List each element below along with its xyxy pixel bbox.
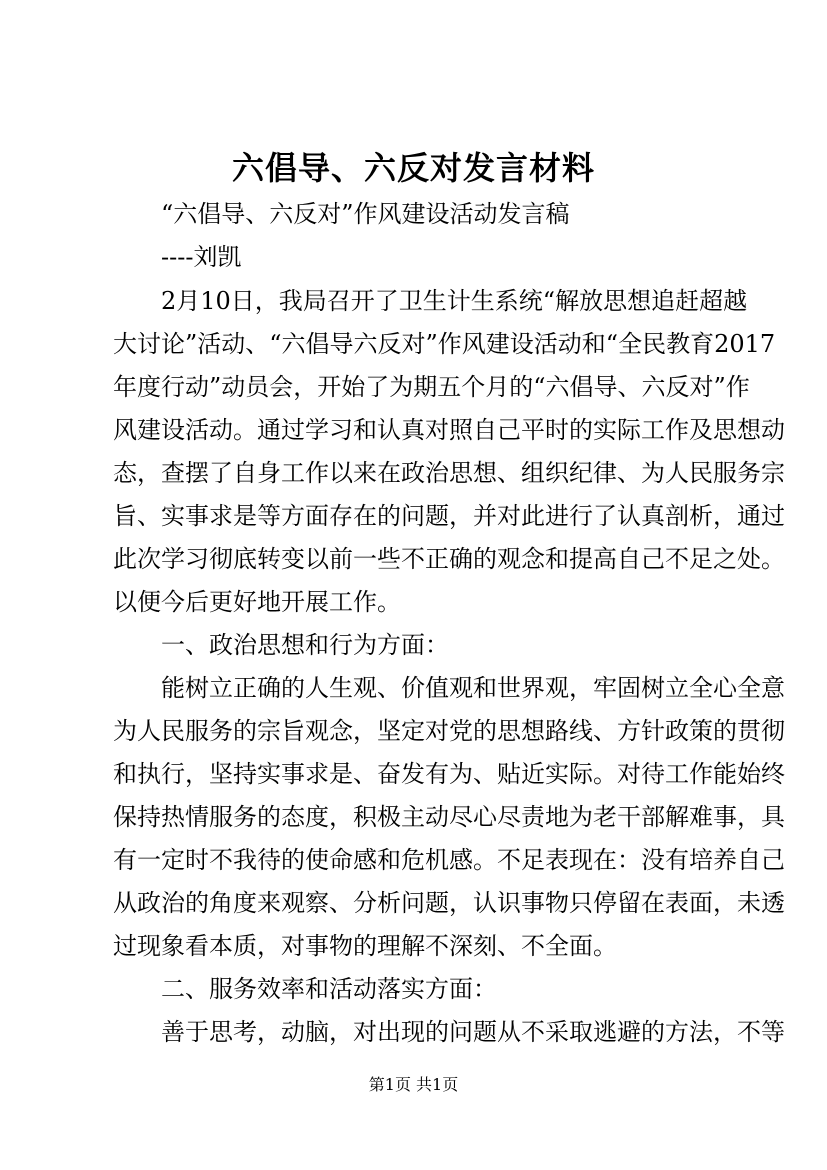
document-title: 六倡导、六反对发言材料 xyxy=(231,149,595,187)
body-line: 过现象看本质，对事物的理解不深刻、不全面。 xyxy=(113,932,617,960)
document-author: ----刘凯 xyxy=(161,243,242,271)
page-footer: 第1页 共1页 xyxy=(368,1075,459,1094)
body-line: 二、服务效率和活动落实方面： xyxy=(161,975,497,1003)
body-line: 态，查摆了自身工作以来在政治思想、组织纪律、为人民服务宗 xyxy=(113,459,785,487)
body-line: 从政治的角度来观察、分析问题，认识事物只停留在表面，未透 xyxy=(113,889,785,917)
body-line: 有一定时不我待的使命感和危机感。不足表现在：没有培养自己 xyxy=(113,846,785,874)
body-line: 风建设活动。通过学习和认真对照自己平时的实际工作及思想动 xyxy=(113,416,785,444)
body-line: 能树立正确的人生观、价值观和世界观，牢固树立全心全意 xyxy=(161,674,785,702)
body-line: 大讨论”活动、“六倡导六反对”作风建设活动和“全民教育2017 xyxy=(113,330,776,358)
body-line: 为人民服务的宗旨观念，坚定对党的思想路线、方针政策的贯彻 xyxy=(113,717,785,745)
body-line: 年度行动”动员会，开始了为期五个月的“六倡导、六反对”作 xyxy=(113,373,750,401)
document-body xyxy=(113,280,785,1054)
body-line: 保持热情服务的态度，积极主动尽心尽责地为老干部解难事，具 xyxy=(113,803,785,831)
body-line: 以便今后更好地开展工作。 xyxy=(113,588,401,616)
document-subtitle: “六倡导、六反对”作风建设活动发言稿 xyxy=(161,200,570,228)
body-line: 一、政治思想和行为方面： xyxy=(161,631,449,659)
body-line: 和执行，坚持实事求是、奋发有为、贴近实际。对待工作能始终 xyxy=(113,760,785,788)
body-line: 2月10日，我局召开了卫生计生系统“解放思想追赶超越 xyxy=(161,287,748,315)
body-line: 善于思考，动脑，对出现的问题从不采取逃避的方法，不等 xyxy=(161,1018,785,1046)
body-line: 此次学习彻底转变以前一些不正确的观念和提高自己不足之处。 xyxy=(113,545,785,573)
body-line: 旨、实事求是等方面存在的问题，并对此进行了认真剖析，通过 xyxy=(113,502,785,530)
